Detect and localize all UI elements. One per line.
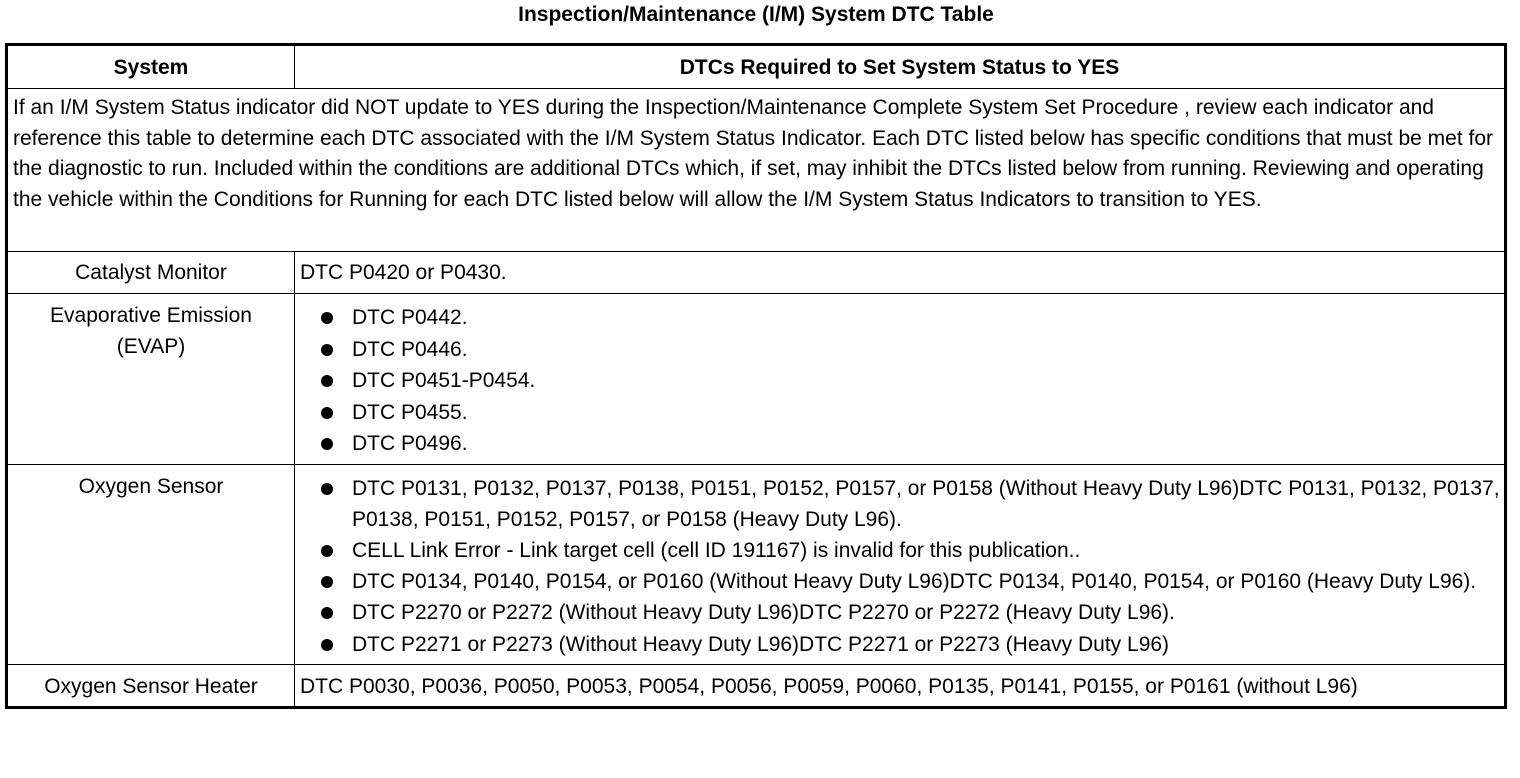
intro-text: If an I/M System Status indicator did NOT update to YES during the Inspection/Maintenance Complete System Set Procedure , review each indicator and reference this table to determine each DTC associated with the I/M System Status Indicator. Each DTC listed below has specific conditions that must be met for the diagnostic to run. Included within the conditions are additional DTCs which, if set, may inhibit the DTCs listed below from running. Reviewing and operating the vehicle within the Conditions for Running for each DTC listed below will allow the I/M System Status Indicators to transition to YES. xyxy=(7,89,1506,252)
system-cell: Oxygen Sensor xyxy=(7,464,295,664)
bullet-icon xyxy=(321,639,333,651)
list-item-text: CELL Link Error - Link target cell (cell ID 191167) is invalid for this publication.. xyxy=(352,538,1081,562)
bullet-icon xyxy=(321,407,333,419)
list-item-text: DTC P0455. xyxy=(352,400,468,424)
dtc-list xyxy=(300,302,1500,464)
list-item xyxy=(300,397,1500,429)
table-row-oxygen-sensor-heater xyxy=(7,664,1506,707)
intro-row xyxy=(7,89,1506,252)
table-row-oxygen-sensor xyxy=(7,464,1506,664)
dtc-cell xyxy=(295,464,1506,664)
list-item-text: DTC P2270 or P2272 (Without Heavy Duty L96)DTC P2270 or P2272 (Heavy Duty L96). xyxy=(352,601,1175,625)
dtc-table xyxy=(5,43,1507,709)
table-row-evap xyxy=(7,294,1506,465)
system-cell: Oxygen Sensor Heater xyxy=(7,664,295,707)
list-item-text: DTC P0134, P0140, P0154, or P0160 (Without Heavy Duty L96)DTC P0134, P0140, P0154, or P0160 (Heavy Duty L96). xyxy=(352,570,1477,594)
dtc-list xyxy=(300,473,1500,664)
bullet-icon xyxy=(321,607,333,619)
bullet-icon xyxy=(321,483,333,495)
bullet-icon xyxy=(321,576,333,588)
list-item xyxy=(300,365,1500,397)
dtc-cell: DTC P0420 or P0430. xyxy=(295,252,1506,294)
list-item xyxy=(300,428,1500,460)
list-item xyxy=(300,473,1500,535)
list-item-text: DTC P0496. xyxy=(352,432,468,455)
list-item-text: DTC P0446. xyxy=(352,337,468,361)
bullet-icon xyxy=(321,375,333,387)
system-cell: Catalyst Monitor xyxy=(7,252,295,294)
list-item xyxy=(300,629,1500,660)
dtc-cell: DTC P0030, P0036, P0050, P0053, P0054, P0056, P0059, P0060, P0135, P0141, P0155, or P0161 (without L96) xyxy=(295,664,1506,707)
column-header-system: System xyxy=(7,45,295,89)
table-header-row xyxy=(7,45,1506,89)
dtc-cell xyxy=(295,294,1506,465)
bullet-icon xyxy=(321,438,333,450)
list-item xyxy=(300,334,1500,366)
list-item-text: DTC P0451-P0454. xyxy=(352,369,536,392)
bullet-icon xyxy=(321,344,333,356)
bullet-icon xyxy=(321,312,333,324)
system-cell: Evaporative Emission (EVAP) xyxy=(7,294,295,465)
list-item xyxy=(300,302,1500,334)
column-header-dtcs: DTCs Required to Set System Status to YES xyxy=(295,45,1506,89)
list-item-text: DTC P0442. xyxy=(352,306,468,329)
page-title: Inspection/Maintenance (I/M) System DTC Table xyxy=(518,3,994,26)
list-item-text: DTC P2271 or P2273 (Without Heavy Duty L96)DTC P2271 or P2273 (Heavy Duty L96) xyxy=(352,632,1170,656)
list-item-text: DTC P0131, P0132, P0137, P0138, P0151, P0152, P0157, or P0158 (Without Heavy Duty L96)DTC P0131, P0132, P0137, P0138, P0151, P0152, P0157, or P0158 (Heavy Duty L96). xyxy=(352,476,1500,531)
list-item xyxy=(300,597,1500,628)
table-row-catalyst-monitor xyxy=(7,252,1506,294)
list-item xyxy=(300,535,1500,566)
bullet-icon xyxy=(321,545,333,557)
list-item xyxy=(300,566,1500,597)
